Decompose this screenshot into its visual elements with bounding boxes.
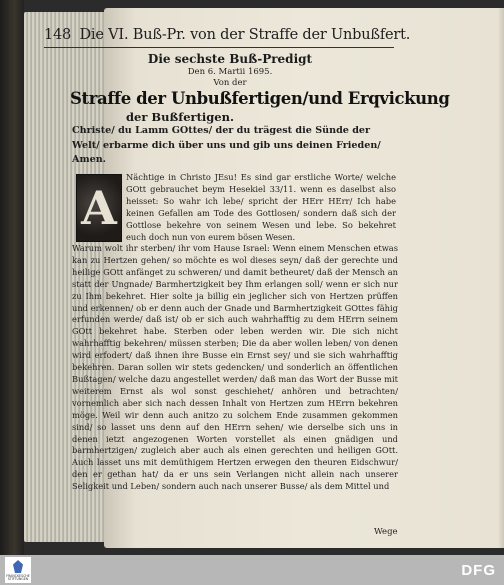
page-number: 148 — [44, 27, 72, 43]
logo-text: FRANCKESCHE STIFTUNGEN — [6, 574, 30, 582]
running-head — [44, 27, 411, 43]
page-shadow — [498, 8, 504, 548]
running-head-text: Die VI. Buß-Pr. von der Straffe der Unbußfert. — [79, 27, 411, 43]
main-title-line-2: der Bußfertigen. — [126, 110, 234, 124]
catchword: Wege — [374, 527, 398, 537]
body-text: Warum wolt ihr sterben/ ihr vom Hause Israel: Wenn einem Menschen etwas kan zu Hertzen gehen/ so möchte es wol dieses seyn/ daß der gerechte und heilige GOtt anfänget zu schweren/ und damit betheuret/ daß der Mensch an statt der Ungnade/ Barmhertzigkeit bey Ihm erlangen soll/ wenn er sich nur zu Ihm bekehret. Hier solte ja billig ein jeglicher sich von Hertzen prüffen und erkennen/ ob er denn auch der Gnade und Barmhertzigkeit GOttes fähig erfunden werde/ daß ist/ ob er sich auch wahrhafftig zu dem HErrn seinem GOtt bekehret habe. Sterben oder leben werden wir. Die sich nicht wahrhafftig bekehren/ müssen sterben; Die da aber wollen leben/ von denen wird erfodert/ daß ihnen ihre Busse ein Ernst sey/ und sie sich wahrhafftig bekehren. Daran sollen wir stets gedencken/ und sonderlich an öffentlichen Bußtagen/ welche dazu angestellet werden/ daß man das Wort der Busse mit weiterem Ernst als wol sonst geschiehet/ anhören und betrachten/ vornemlich aber sich nach dessen Inhalt von Hertzen zum HErrn bekehren möge. Weil wir denn auch anitzo zu solchem Ende zusammen gekommen sind/ so lasset uns denn auf den HErrn sehen/ wie derselbe sich uns in denen ietzt angezogenen Worten vorstellet als einen gnädigen und barmhertzigen/ zugleich aber auch als einen gerechten und heiligen GOtt. Auch lasset uns mit demüthigem Hertzen erwegen den theuren Eidschwur/ den er gethan hat/ da er uns sein Verlangen nicht allein nach unserer Seligkeit und Leben/ sondern auch nach unserer Busse/ als dem Mittel und — [72, 243, 398, 492]
logo-icon — [13, 560, 23, 573]
main-title: Straffe der Unbußfertigen/und Erqvickung — [70, 89, 450, 108]
dfg-logo[interactable]: DFG — [461, 562, 496, 579]
sermon-title: Die sechste Buß-Predigt — [147, 52, 313, 66]
von-der: Von der — [213, 78, 247, 88]
header-rule — [44, 47, 394, 48]
viewer-footer — [0, 555, 504, 585]
invocation: Christe/ du Lamm GOttes/ der du trägest die Sünde der Welt/ erbarme dich über uns und gib uns deinen Frieden/ Amen. — [72, 125, 381, 165]
book-cover-edge — [0, 0, 24, 555]
body-text-first: Nächtige in Christo JEsu! Es sind gar erstliche Worte/ welche GOtt gebrauchet beym Hesekiel 33/11. wenn es daselbst also heisset: So wahr ich lebe/ spricht der HErr HErr/ Ich habe keinen Gefallen am Tode des Gottlosen/ sondern daß sich der Gottlose bekehre von seinem Wesen und lebe. So bekehret euch doch nun von eurem bösen Wesen. — [126, 172, 396, 242]
decorated-initial: A — [76, 174, 122, 242]
sermon-date: Den 6. Martii 1695. — [187, 67, 273, 77]
institution-logo[interactable] — [5, 557, 31, 583]
